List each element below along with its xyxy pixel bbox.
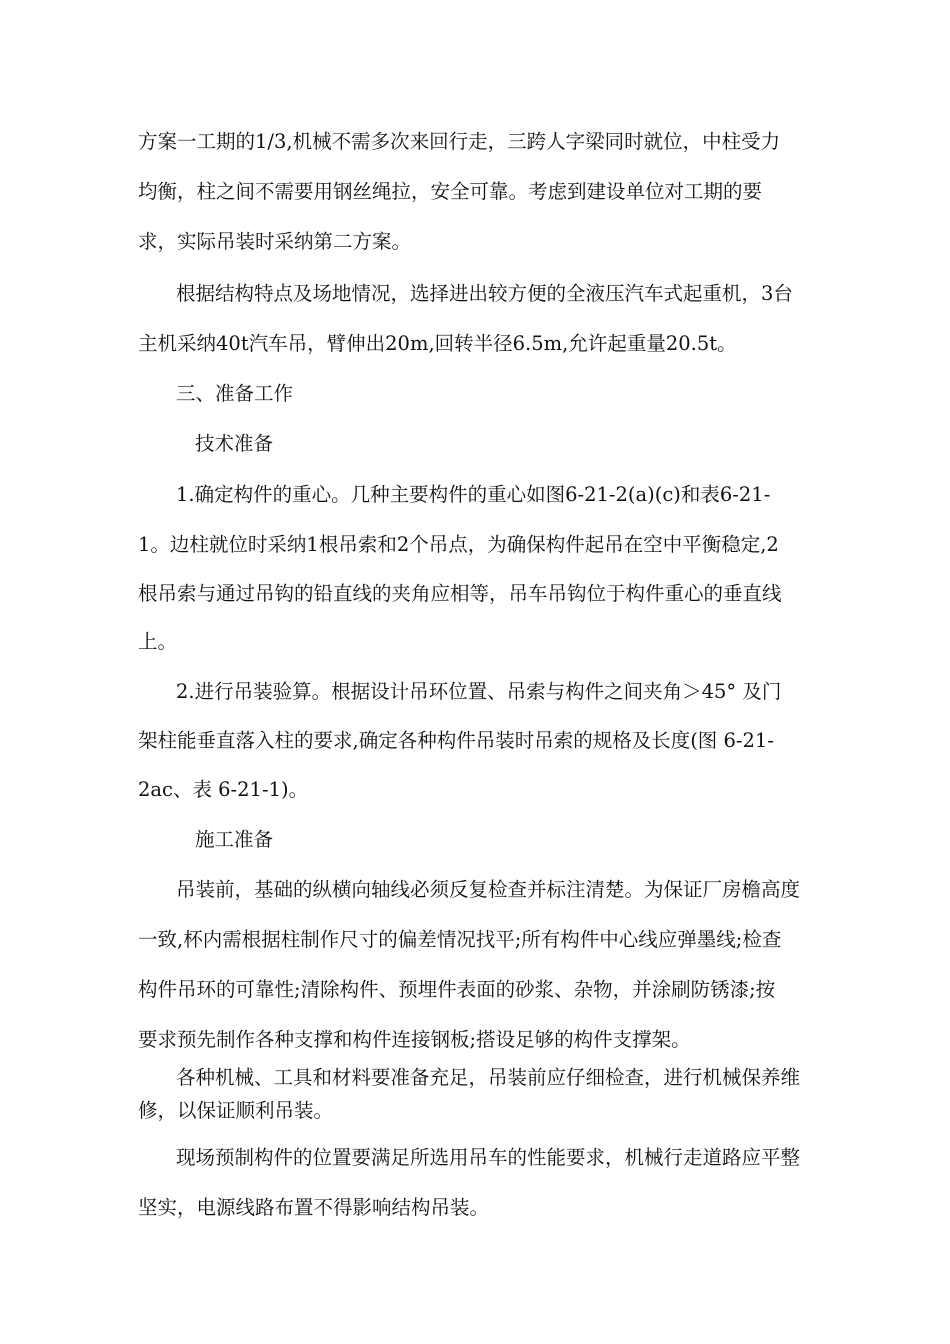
- paragraph-3-line-2: 1。边柱就位时采纳1根吊索和2个吊点，为确保构件起吊在空中平衡稳定,2: [138, 533, 779, 556]
- paragraph-5-line-3: 构件吊环的可靠性;清除构件、预埋件表面的砂浆、杂物，并涂刷防锈漆;按: [138, 978, 776, 1001]
- section-heading: 三、准备工作: [176, 382, 294, 405]
- paragraph-7-line-2: 坚实，电源线路布置不得影响结构吊装。: [138, 1196, 490, 1219]
- paragraph-4-line-2: 架柱能垂直落入柱的要求,确定各种构件吊装时吊索的规格及长度(图 6-21-: [138, 729, 774, 752]
- paragraph-5-line-2: 一致,杯内需根据柱制作尺寸的偏差情况找平;所有构件中心线应弹墨线;检查: [138, 928, 782, 951]
- paragraph-7-line-1: 现场预制构件的位置要满足所选用吊车的性能要求，机械行走道路应平整: [176, 1146, 801, 1169]
- paragraph-3-line-1: 1.确定构件的重心。几种主要构件的重心如图6-21-2(a)(c)和表6-21-: [176, 483, 771, 506]
- paragraph-6-line-2: 修，以保证顺利吊装。: [138, 1099, 334, 1122]
- paragraph-3-line-3: 根吊索与通过吊钩的铅直线的夹角应相等，吊车吊钩位于构件重心的垂直线: [138, 582, 782, 605]
- paragraph-2-line-1: 根据结构特点及场地情况，选择进出较方便的全液压汽车式起重机，3台: [176, 282, 793, 305]
- paragraph-1-line-2: 均衡，柱之间不需要用钢丝绳拉，安全可靠。考虑到建设单位对工期的要: [138, 180, 763, 203]
- paragraph-1-line-3: 求，实际吊装时采纳第二方案。: [138, 230, 412, 253]
- paragraph-4-line-1: 2.进行吊装验算。根据设计吊环位置、吊索与构件之间夹角＞45° 及门: [176, 680, 782, 703]
- sub-heading-technical: 技术准备: [195, 432, 274, 455]
- paragraph-3-line-4: 上。: [138, 630, 178, 653]
- paragraph-5-line-1: 吊装前，基础的纵横向轴线必须反复检查并标注清楚。为保证厂房檐高度: [176, 878, 801, 901]
- paragraph-2-line-2: 主机采纳40t汽车吊，臂伸出20m,回转半径6.5m,允许起重量20.5t。: [138, 332, 737, 355]
- paragraph-1-line-1: 方案一工期的1/3,机械不需多次来回行走，三跨人字梁同时就位，中柱受力: [138, 130, 781, 153]
- paragraph-4-line-3: 2ac、表 6-21-1)。: [138, 778, 309, 801]
- paragraph-5-line-4: 要求预先制作各种支撑和构件连接钢板;搭设足够的构件支撑架。: [138, 1028, 691, 1051]
- paragraph-6-line-1: 各种机械、工具和材料要准备充足，吊装前应仔细检查，进行机械保养维: [176, 1066, 801, 1089]
- sub-heading-construction: 施工准备: [195, 828, 274, 851]
